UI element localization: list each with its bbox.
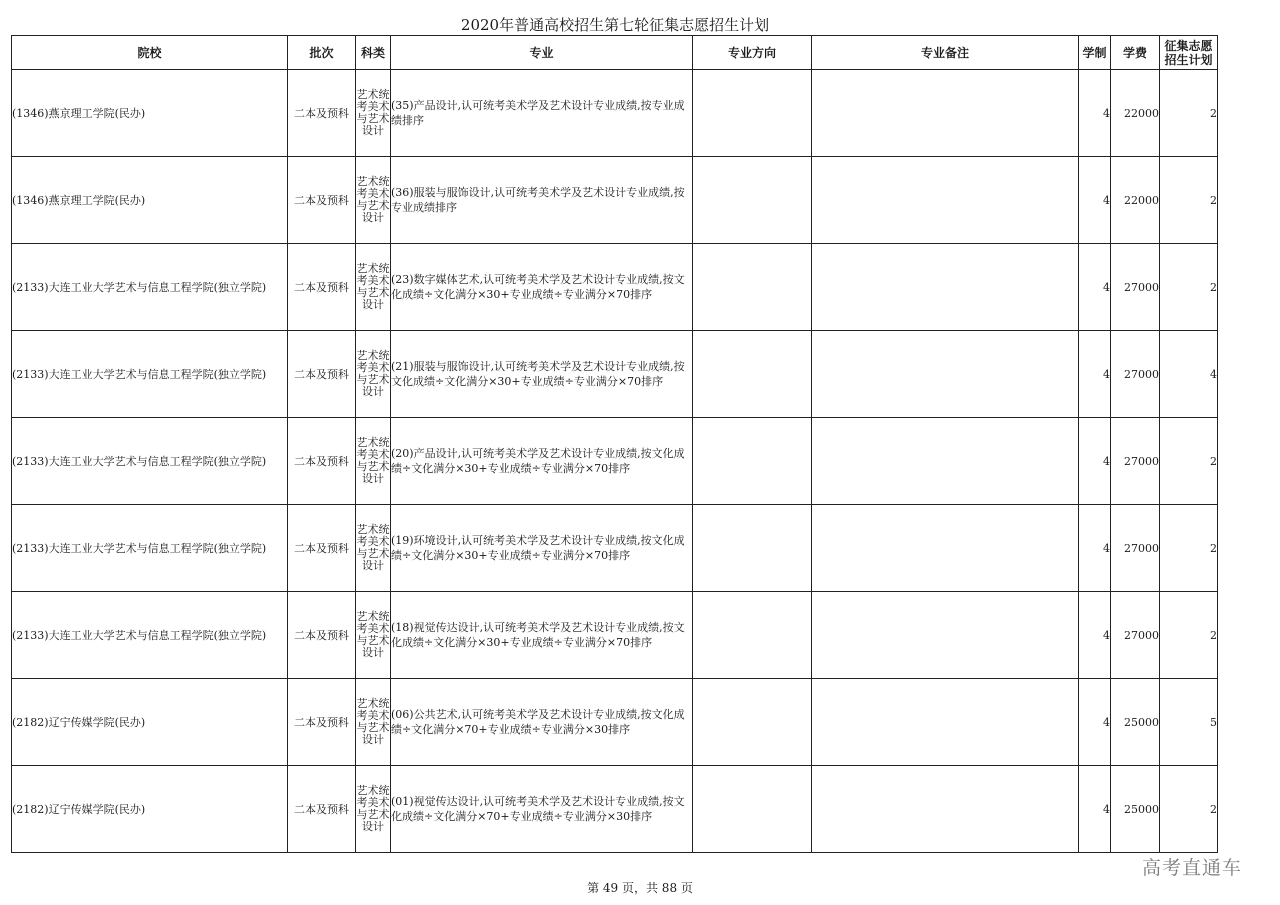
cell-plan: 2 (1160, 418, 1218, 505)
cell-years: 4 (1079, 592, 1111, 679)
cell-plan: 2 (1160, 244, 1218, 331)
cell-fee: 25000 (1111, 679, 1160, 766)
table-row (12, 244, 1218, 331)
cell-note (812, 157, 1079, 244)
cell-school: (2133)大连工业大学艺术与信息工程学院(独立学院) (12, 244, 288, 331)
header-direction: 专业方向 (693, 36, 812, 70)
cell-years: 4 (1079, 418, 1111, 505)
cell-major: (06)公共艺术,认可统考美术学及艺术设计专业成绩,按文化成绩÷文化满分×70+专业成绩÷专业满分×30排序 (391, 679, 693, 766)
enrollment-plan-table (11, 35, 1218, 853)
cell-fee: 27000 (1111, 418, 1160, 505)
cell-years: 4 (1079, 766, 1111, 853)
cell-years: 4 (1079, 505, 1111, 592)
cell-category: 艺术统考美术与艺术设计 (356, 331, 391, 418)
cell-batch: 二本及预科 (288, 70, 356, 157)
header-fee: 学费 (1111, 36, 1160, 70)
cell-direction (693, 766, 812, 853)
cell-category: 艺术统考美术与艺术设计 (356, 418, 391, 505)
table-row (12, 418, 1218, 505)
cell-direction (693, 244, 812, 331)
cell-batch: 二本及预科 (288, 331, 356, 418)
cell-note (812, 244, 1079, 331)
cell-batch: 二本及预科 (288, 766, 356, 853)
watermark-text: 高考直通车 (1142, 857, 1243, 879)
table-row (12, 70, 1218, 157)
cell-years: 4 (1079, 70, 1111, 157)
cell-major: (35)产品设计,认可统考美术学及艺术设计专业成绩,按专业成绩排序 (391, 70, 693, 157)
cell-major: (36)服装与服饰设计,认可统考美术学及艺术设计专业成绩,按专业成绩排序 (391, 157, 693, 244)
cell-note (812, 70, 1079, 157)
cell-major: (01)视觉传达设计,认可统考美术学及艺术设计专业成绩,按文化成绩÷文化满分×70+专业成绩÷专业满分×30排序 (391, 766, 693, 853)
cell-fee: 27000 (1111, 592, 1160, 679)
cell-years: 4 (1079, 679, 1111, 766)
cell-school: (2133)大连工业大学艺术与信息工程学院(独立学院) (12, 418, 288, 505)
cell-note (812, 679, 1079, 766)
cell-major: (19)环境设计,认可统考美术学及艺术设计专业成绩,按文化成绩÷文化满分×30+专业成绩÷专业满分×70排序 (391, 505, 693, 592)
cell-major: (20)产品设计,认可统考美术学及艺术设计专业成绩,按文化成绩÷文化满分×30+专业成绩÷专业满分×70排序 (391, 418, 693, 505)
header-major: 专业 (391, 36, 693, 70)
cell-category: 艺术统考美术与艺术设计 (356, 679, 391, 766)
cell-fee: 27000 (1111, 505, 1160, 592)
cell-fee: 27000 (1111, 244, 1160, 331)
cell-batch: 二本及预科 (288, 244, 356, 331)
table-row (12, 766, 1218, 853)
table-row (12, 157, 1218, 244)
cell-plan: 2 (1160, 592, 1218, 679)
header-plan: 征集志愿招生计划 (1160, 36, 1218, 70)
cell-plan: 2 (1160, 505, 1218, 592)
cell-fee: 22000 (1111, 157, 1160, 244)
cell-category: 艺术统考美术与艺术设计 (356, 766, 391, 853)
cell-batch: 二本及预科 (288, 157, 356, 244)
cell-direction (693, 505, 812, 592)
cell-category: 艺术统考美术与艺术设计 (356, 244, 391, 331)
cell-plan: 4 (1160, 331, 1218, 418)
cell-category: 艺术统考美术与艺术设计 (356, 70, 391, 157)
cell-school: (1346)燕京理工学院(民办) (12, 157, 288, 244)
cell-direction (693, 418, 812, 505)
cell-direction (693, 331, 812, 418)
header-note: 专业备注 (812, 36, 1079, 70)
header-category: 科类 (356, 36, 391, 70)
cell-years: 4 (1079, 331, 1111, 418)
cell-batch: 二本及预科 (288, 679, 356, 766)
cell-school: (2133)大连工业大学艺术与信息工程学院(独立学院) (12, 331, 288, 418)
cell-note (812, 418, 1079, 505)
cell-fee: 22000 (1111, 70, 1160, 157)
cell-school: (2133)大连工业大学艺术与信息工程学院(独立学院) (12, 505, 288, 592)
table-row (12, 592, 1218, 679)
cell-direction (693, 70, 812, 157)
cell-category: 艺术统考美术与艺术设计 (356, 505, 391, 592)
page-title: 2020年普通高校招生第七轮征集志愿招生计划 (460, 16, 770, 34)
cell-direction (693, 679, 812, 766)
table-row (12, 679, 1218, 766)
cell-school: (2133)大连工业大学艺术与信息工程学院(独立学院) (12, 592, 288, 679)
cell-category: 艺术统考美术与艺术设计 (356, 592, 391, 679)
page-footer: 第 49 页，共 88 页 (587, 881, 693, 895)
cell-note (812, 505, 1079, 592)
cell-batch: 二本及预科 (288, 418, 356, 505)
cell-major: (23)数字媒体艺术,认可统考美术学及艺术设计专业成绩,按文化成绩÷文化满分×30+专业成绩÷专业满分×70排序 (391, 244, 693, 331)
cell-major: (21)服装与服饰设计,认可统考美术学及艺术设计专业成绩,按文化成绩÷文化满分×30+专业成绩÷专业满分×70排序 (391, 331, 693, 418)
cell-note (812, 331, 1079, 418)
cell-plan: 2 (1160, 766, 1218, 853)
cell-category: 艺术统考美术与艺术设计 (356, 157, 391, 244)
cell-note (812, 592, 1079, 679)
cell-years: 4 (1079, 244, 1111, 331)
table-row (12, 505, 1218, 592)
cell-direction (693, 592, 812, 679)
cell-batch: 二本及预科 (288, 505, 356, 592)
cell-years: 4 (1079, 157, 1111, 244)
cell-plan: 2 (1160, 70, 1218, 157)
cell-plan: 2 (1160, 157, 1218, 244)
cell-direction (693, 157, 812, 244)
cell-note (812, 766, 1079, 853)
cell-major: (18)视觉传达设计,认可统考美术学及艺术设计专业成绩,按文化成绩÷文化满分×30+专业成绩÷专业满分×70排序 (391, 592, 693, 679)
cell-school: (2182)辽宁传媒学院(民办) (12, 766, 288, 853)
header-batch: 批次 (288, 36, 356, 70)
table-row (12, 331, 1218, 418)
header-school: 院校 (12, 36, 288, 70)
table-header-row (12, 36, 1218, 70)
cell-plan: 5 (1160, 679, 1218, 766)
cell-batch: 二本及预科 (288, 592, 356, 679)
cell-fee: 27000 (1111, 331, 1160, 418)
cell-fee: 25000 (1111, 766, 1160, 853)
cell-school: (2182)辽宁传媒学院(民办) (12, 679, 288, 766)
header-years: 学制 (1079, 36, 1111, 70)
cell-school: (1346)燕京理工学院(民办) (12, 70, 288, 157)
